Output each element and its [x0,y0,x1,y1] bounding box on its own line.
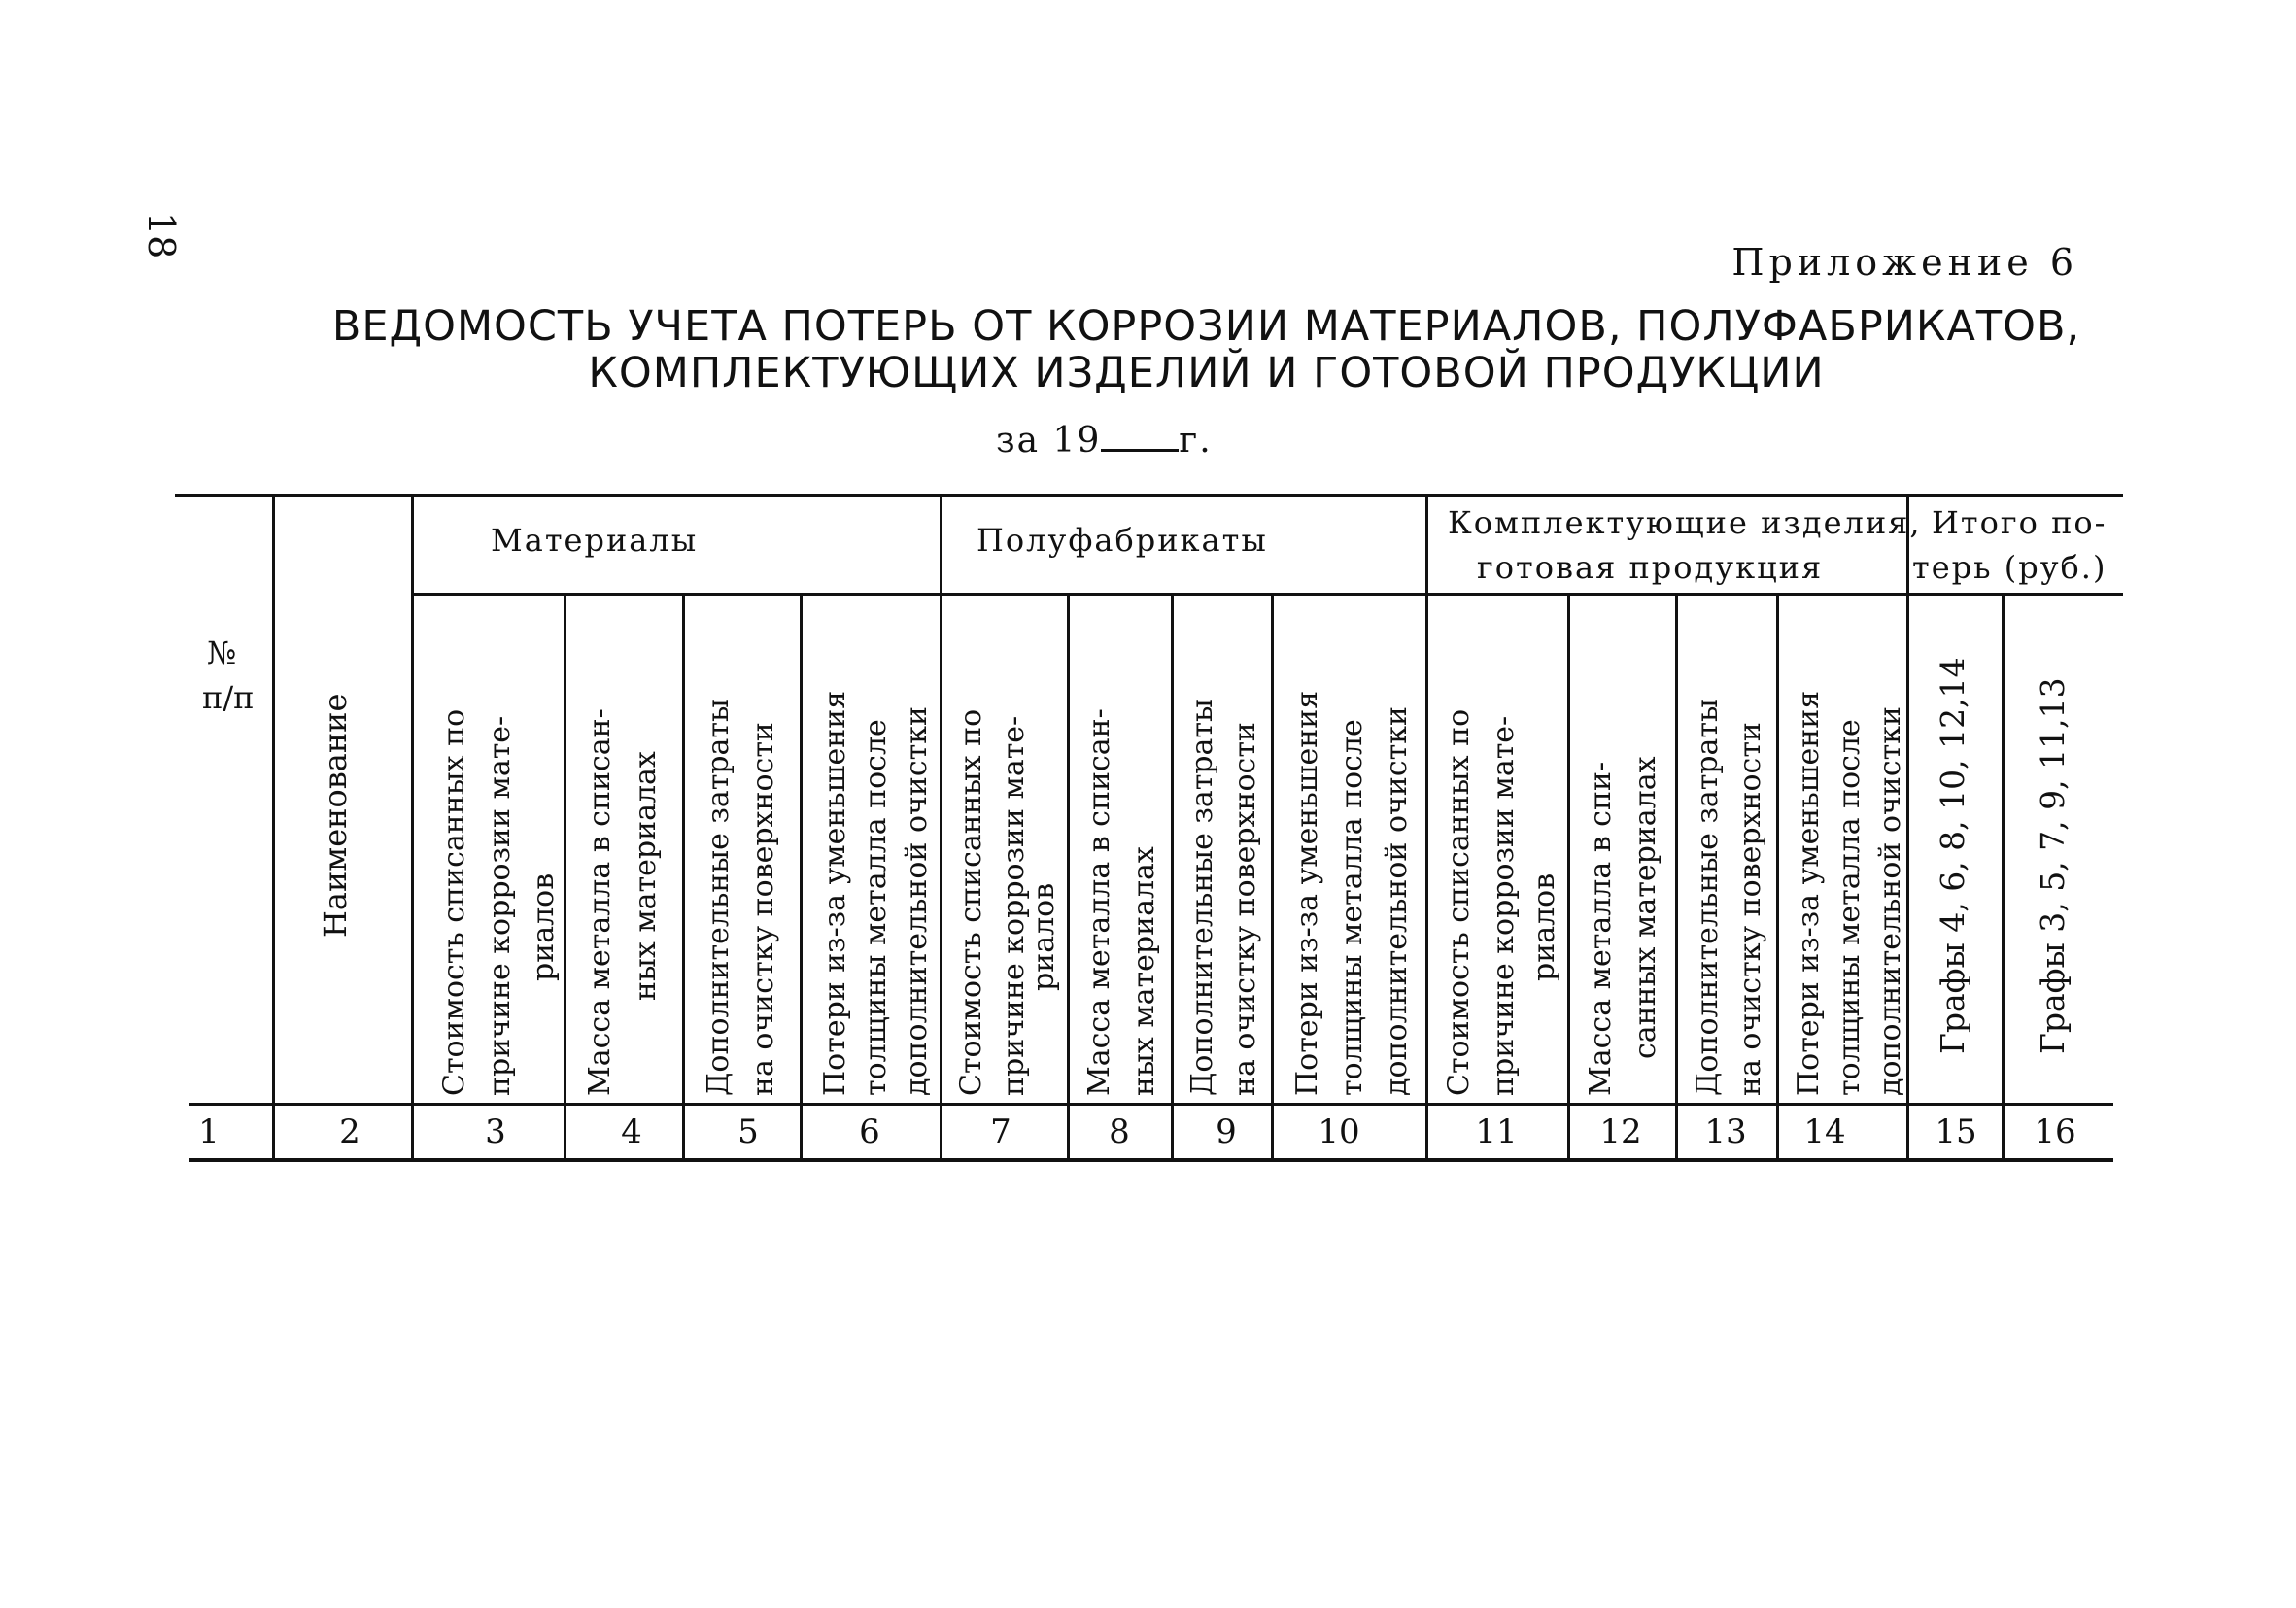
column-number-9: 9 [1216,1112,1237,1151]
period-suffix: г. [1179,421,1213,461]
header-c6-line3: дополнительной очистки [900,705,934,1096]
header-c7-line1: Стоимость списанных по [954,708,988,1096]
group-components-line2: готовая продукция [1477,549,1824,586]
header-c15: Графы 4, 6, 8, 10, 12,14 [1934,657,1971,1054]
table-bottom-rule [189,1158,2113,1162]
header-c10-line3: дополнительной очистки [1380,705,1414,1096]
document-title-line1: ВЕДОМОСТЬ УЧЕТА ПОТЕРЬ ОТ КОРРОЗИИ МАТЕРИАЛОВ, ПОЛУФАБРИКАТОВ, [331,302,2081,351]
column-number-2: 2 [339,1112,360,1151]
column-number-15: 15 [1935,1112,1977,1151]
header-c3-line2: причине коррозии мате- [483,715,517,1096]
document-title-line2: КОМПЛЕКТУЮЩИХ ИЗДЕЛИЙ И ГОТОВОЙ ПРОДУКЦИИ [588,349,1825,397]
column-number-7: 7 [990,1112,1011,1151]
header-number-abbrev: п/п [202,679,255,716]
column-number-6: 6 [859,1112,880,1151]
header-c16: Графы 3, 5, 7, 9, 11,13 [2034,677,2072,1054]
header-c12-line2: санных материалах [1628,756,1662,1059]
col-divider-5-6 [800,595,803,1160]
column-number-8: 8 [1109,1112,1130,1151]
header-c13-line2: на очистку поверхности [1733,722,1767,1096]
column-number-4: 4 [621,1112,642,1151]
header-c10-line2: толщины металла после [1335,719,1369,1096]
header-c12-line1: Масса металла в спи- [1584,761,1618,1096]
column-number-3: 3 [485,1112,506,1151]
col-divider-8-9 [1171,595,1174,1160]
header-c6-line1: Потери из-за уменьшения [818,690,852,1096]
header-c8-line2: ных материалах [1127,846,1161,1096]
header-c4-line1: Масса металла в списан- [583,708,617,1096]
column-number-1: 1 [198,1112,220,1151]
header-bottom-rule [189,1103,2113,1106]
col-divider-12-13 [1675,595,1678,1160]
header-c9-line1: Дополнительные затраты [1185,699,1219,1096]
column-number-12: 12 [1599,1112,1642,1151]
period-prefix: за 19 [996,421,1102,461]
group-total-line2: терь (руб.) [1912,549,2108,586]
header-c5-line2: на очистку поверхности [746,722,780,1096]
col-divider-3-4 [564,595,566,1160]
group-total-line1: Итого по- [1932,504,2108,541]
col-divider-1 [272,496,275,1160]
header-c11-line2: причине коррозии мате- [1487,715,1521,1096]
col-divider-15-16 [2002,595,2005,1160]
col-divider-13-14 [1776,595,1779,1160]
col-divider-9-10 [1271,595,1274,1160]
col-divider-2 [411,496,414,1160]
header-c14-line3: дополнительной очистки [1873,705,1907,1096]
header-c10-line1: Потери из-за уменьшения [1290,690,1324,1096]
col-divider-11-12 [1567,595,1570,1160]
header-c6-line2: толщины металла после [859,719,893,1096]
header-c4-line2: ных материалах [629,751,663,1001]
header-name: Наименование [317,693,354,938]
subheader-rule [413,593,2123,596]
column-number-5: 5 [737,1112,759,1151]
group-semi-finished: Полуфабрикаты [977,522,1268,559]
header-c11-line1: Стоимость списанных по [1442,708,1476,1096]
header-c7-line3: риалов [1027,882,1061,991]
appendix-label: Приложение 6 [1731,241,2078,284]
column-number-11: 11 [1475,1112,1518,1151]
header-c8-line1: Масса металла в списан- [1082,708,1116,1096]
column-number-16: 16 [2034,1112,2076,1151]
header-number-symbol: № [207,634,237,671]
col-divider-4-5 [682,595,685,1160]
header-c7-line2: причине коррозии мате- [997,715,1031,1096]
header-c14-line2: толщины металла после [1833,719,1867,1096]
header-c3-line3: риалов [527,872,561,981]
header-c11-line3: риалов [1527,872,1561,981]
group-materials: Материалы [491,522,699,559]
col-divider-group-semi [940,496,942,1160]
column-number-14: 14 [1803,1112,1846,1151]
group-components-line1: Комплектующие изделия, [1448,504,1922,541]
col-divider-7-8 [1067,595,1070,1160]
col-divider-group-comp [1425,496,1428,1160]
column-number-10: 10 [1318,1112,1360,1151]
header-c13-line1: Дополнительные затраты [1691,699,1725,1096]
page-number: 18 [140,212,183,259]
header-c14-line1: Потери из-за уменьшения [1792,690,1826,1096]
table-top-rule [175,494,2123,497]
header-c9-line2: на очистку поверхности [1228,722,1262,1096]
header-c5-line1: Дополнительные затраты [702,699,736,1096]
column-number-13: 13 [1704,1112,1747,1151]
header-c3-line1: Стоимость списанных по [437,708,471,1096]
